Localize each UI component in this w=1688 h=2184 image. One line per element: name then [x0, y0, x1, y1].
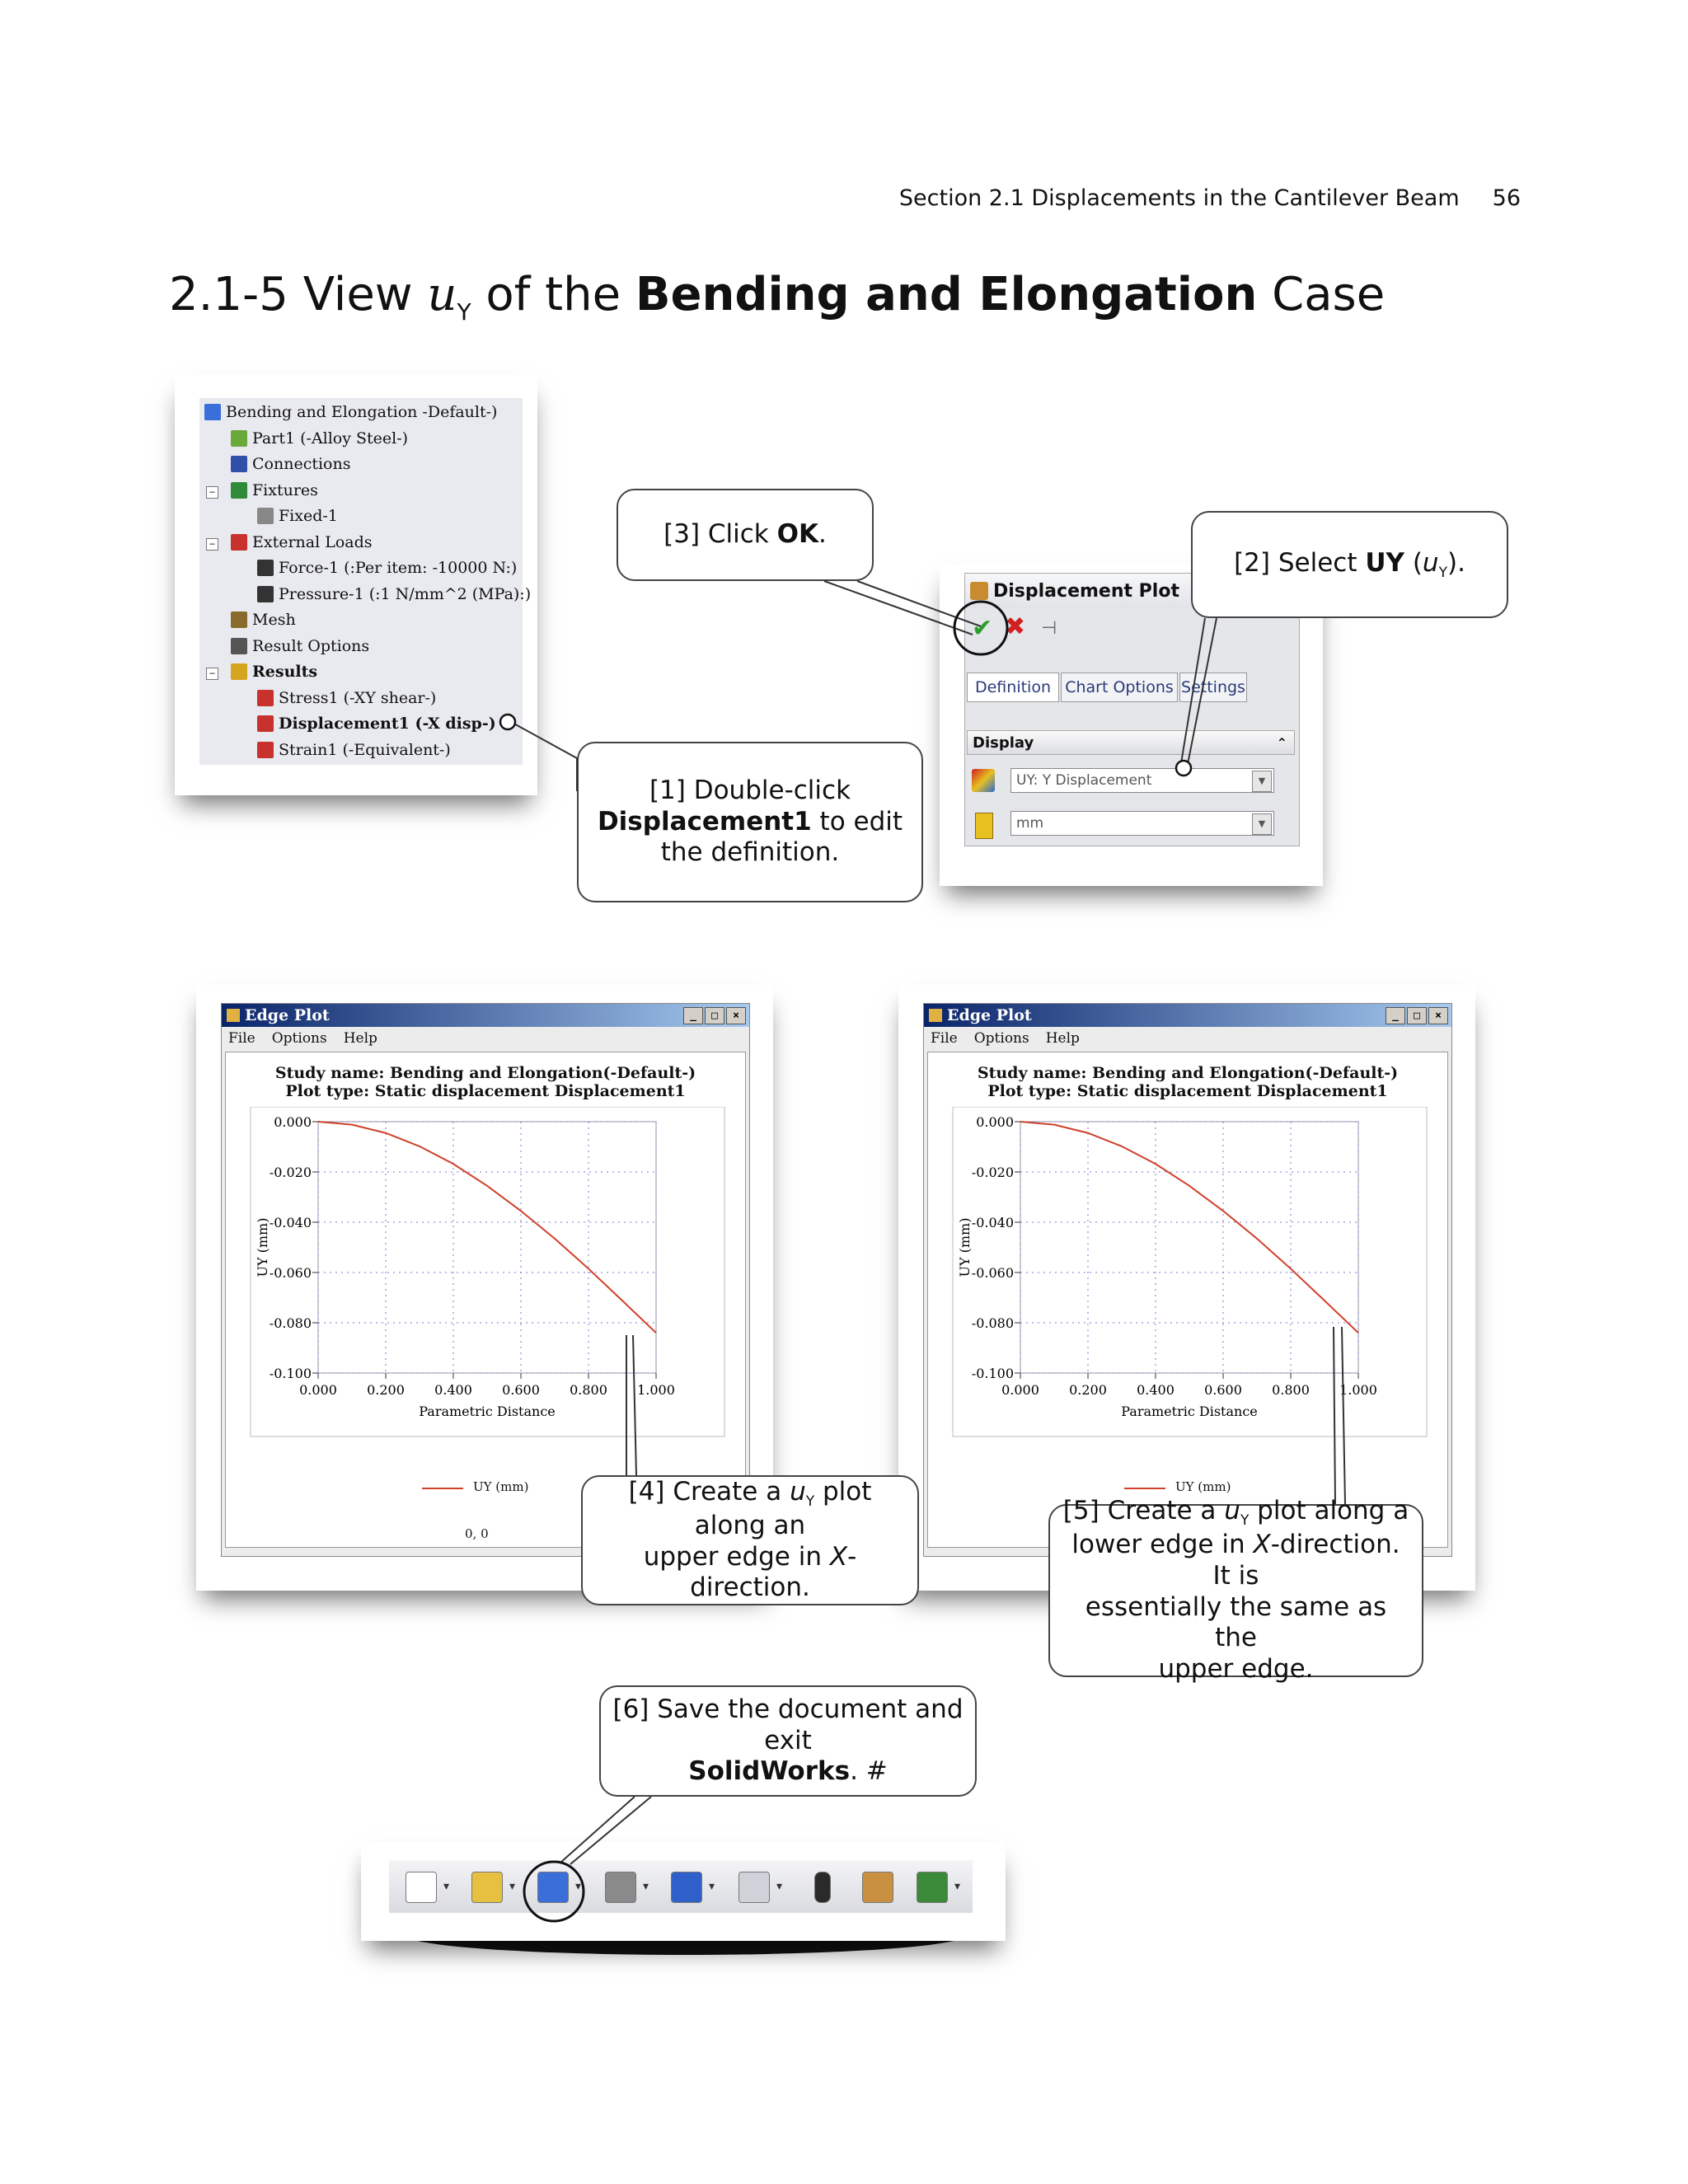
- leader-3b: [824, 581, 973, 635]
- c1-bold: Displacement1: [597, 806, 812, 837]
- title-bold: Bending and Elongation: [635, 268, 1258, 321]
- tree-item-label: Fixed-1: [279, 507, 338, 525]
- c1-post1: to edit: [811, 806, 903, 837]
- c4-xdir: X: [829, 1541, 848, 1572]
- tree-item-label: Mesh: [252, 611, 296, 629]
- c5-var: u: [1224, 1496, 1240, 1526]
- x-tick-label: 0.000: [299, 1382, 337, 1398]
- menu-help[interactable]: Help: [1045, 1030, 1080, 1047]
- collapse-toggle-icon[interactable]: −: [206, 538, 218, 551]
- c6-post: . #: [850, 1756, 888, 1787]
- c2-bold: UY: [1365, 547, 1404, 578]
- callout-3: [3] Click OK.: [617, 489, 874, 581]
- tree-item-label: Displacement1 (-X disp-): [279, 715, 496, 733]
- study-name: Study name: Bending and Elongation(-Default-): [977, 1064, 1399, 1082]
- display-section-label: Display: [973, 733, 1034, 752]
- displacement-marker: [500, 715, 515, 729]
- leader-6a: [560, 1797, 635, 1863]
- minimize-icon[interactable]: _: [1386, 1007, 1405, 1024]
- tab-definition[interactable]: Definition: [967, 673, 1059, 702]
- maximize-icon[interactable]: □: [1407, 1007, 1427, 1024]
- component-marker: [1176, 761, 1191, 776]
- tree-item-label: Stress1 (-XY shear-): [279, 688, 437, 707]
- x-tick-label: 0.200: [1069, 1382, 1107, 1398]
- title-mid: of the: [471, 268, 635, 321]
- y-tick-label: -0.100: [269, 1366, 312, 1381]
- x-tick-label: 0.400: [434, 1382, 472, 1398]
- y-tick-label: -0.080: [269, 1315, 312, 1331]
- y-tick-label: -0.100: [971, 1366, 1014, 1381]
- x-tick-label: 0.400: [1137, 1382, 1175, 1398]
- collapse-icon[interactable]: ⌃: [1276, 734, 1287, 751]
- title-sub: Y: [457, 298, 471, 326]
- callout-2: [2] Select UY $(u_Y)$.: [1191, 511, 1508, 618]
- tree-item-label: Force-1 (:Per item: -10000 N:): [279, 559, 518, 577]
- x-tick-label: 0.000: [1001, 1382, 1039, 1398]
- x-tick-label: 1.000: [1339, 1382, 1377, 1398]
- tree-item-label: Part1 (-Alloy Steel-): [252, 429, 409, 448]
- legend-label: UY (mm): [1175, 1479, 1231, 1494]
- y-tick-label: -0.020: [269, 1165, 312, 1180]
- window-title: Edge Plot: [947, 1006, 1032, 1024]
- dropdown-arrow-icon[interactable]: ▼: [1252, 813, 1272, 835]
- dropdown-arrow-icon[interactable]: ▾: [643, 1880, 649, 1893]
- y-tick-label: -0.040: [269, 1215, 312, 1230]
- close-icon[interactable]: ×: [1428, 1007, 1448, 1024]
- c6-line1: [6] Save the document and exit: [612, 1694, 964, 1755]
- tree-item-label: External Loads: [252, 532, 373, 551]
- leader-5b: [1342, 1327, 1345, 1504]
- page-number: 56: [1492, 185, 1521, 211]
- c5-pre: [5] Create a: [1062, 1496, 1225, 1526]
- y-tick-label: -0.020: [971, 1165, 1014, 1180]
- plot-type: Plot type: Static displacement Displacement1: [285, 1082, 686, 1100]
- x-tick-label: 0.800: [1272, 1382, 1310, 1398]
- y-tick-label: -0.060: [269, 1265, 312, 1281]
- c2-sub: Y: [1438, 564, 1447, 581]
- dropdown-arrow-icon[interactable]: ▼: [1252, 771, 1272, 792]
- tree-item-label: Bending and Elongation -Default-): [226, 403, 498, 421]
- pushpin-icon[interactable]: ⊣: [1041, 618, 1057, 639]
- window-title: Edge Plot: [245, 1006, 330, 1024]
- c3-pre: [3] Click: [663, 519, 777, 550]
- title-prefix: 2.1-5 View: [169, 268, 428, 321]
- tree-item-label: Connections: [252, 455, 351, 473]
- leader-3a: [857, 581, 981, 626]
- dropdown-arrow-icon[interactable]: ▾: [709, 1880, 715, 1893]
- tab-chart-options[interactable]: Chart Options: [1061, 673, 1178, 702]
- y-tick-label: 0.000: [976, 1114, 1014, 1130]
- c5-line3: essentially the same as the: [1085, 1591, 1387, 1653]
- x-tick-label: 0.600: [502, 1382, 540, 1398]
- c4-sub: Y: [805, 1493, 815, 1511]
- leader-6b: [570, 1797, 651, 1864]
- dropdown-arrow-icon[interactable]: ▾: [509, 1880, 516, 1893]
- ok-check-icon[interactable]: ✔: [972, 614, 993, 643]
- maximize-icon[interactable]: □: [705, 1007, 724, 1024]
- collapse-toggle-icon[interactable]: −: [206, 668, 218, 680]
- leader-1: [511, 722, 577, 791]
- c4-pre: [4] Create a: [628, 1476, 790, 1507]
- collapse-toggle-icon[interactable]: −: [206, 486, 218, 499]
- c5-xdir: X: [1253, 1529, 1271, 1559]
- c5-post1: plot along a: [1249, 1496, 1409, 1526]
- c5-line2b: -direction. It is: [1212, 1529, 1400, 1591]
- tree-item-label: Results: [252, 663, 318, 681]
- header-section: Section 2.1 Displacements in the Cantilever Beam: [898, 185, 1460, 211]
- x-tick-label: 0.200: [367, 1382, 405, 1398]
- c4-var: u: [790, 1476, 806, 1507]
- menu-help[interactable]: Help: [343, 1030, 377, 1047]
- y-axis-label: UY (mm): [957, 1217, 973, 1277]
- tab-settings[interactable]: Settings: [1179, 673, 1247, 702]
- tree-item-label: Fixtures: [252, 480, 318, 499]
- coords-readout: 0, 0: [465, 1526, 489, 1541]
- title-suffix: Case: [1257, 268, 1386, 321]
- x-axis-label: Parametric Distance: [419, 1404, 556, 1419]
- cancel-x-icon[interactable]: ✖: [1005, 612, 1026, 641]
- leader-4b: [633, 1335, 636, 1475]
- c5-line4: upper edge.: [1158, 1654, 1314, 1685]
- save-highlight-circle: [524, 1862, 584, 1921]
- ok-highlight-circle: [954, 602, 1007, 654]
- y-tick-label: 0.000: [274, 1114, 312, 1130]
- study-name: Study name: Bending and Elongation(-Default-): [274, 1064, 696, 1082]
- menu-options[interactable]: Options: [271, 1030, 327, 1047]
- tree-item-label: Pressure-1 (:1 N/mm^2 (MPa):): [279, 584, 532, 603]
- x-tick-label: 1.000: [637, 1382, 675, 1398]
- leader-5a: [1334, 1327, 1335, 1504]
- menu-file[interactable]: File: [931, 1030, 958, 1047]
- panel-title: Displacement Plot: [993, 580, 1179, 602]
- menu-options[interactable]: Options: [973, 1030, 1029, 1047]
- c3-bold: OK: [776, 519, 818, 550]
- c1-post2: the definition.: [660, 837, 840, 868]
- tree-item-label: Strain1 (-Equivalent-): [279, 740, 451, 759]
- y-tick-label: -0.060: [971, 1265, 1014, 1281]
- dropdown-arrow-icon[interactable]: ▾: [776, 1880, 783, 1893]
- minimize-icon[interactable]: _: [683, 1007, 703, 1024]
- tree-item-label: Result Options: [252, 636, 370, 655]
- x-tick-label: 0.800: [570, 1382, 607, 1398]
- c1-pre: [1] Double-click: [649, 775, 851, 805]
- dropdown-arrow-icon[interactable]: ▾: [443, 1880, 450, 1893]
- c5-sub: Y: [1240, 1512, 1250, 1530]
- menu-file[interactable]: File: [228, 1030, 256, 1047]
- legend-label: UY (mm): [473, 1479, 529, 1494]
- c5-line2a: lower edge in: [1071, 1529, 1254, 1559]
- y-axis-label: UY (mm): [255, 1217, 270, 1277]
- y-tick-label: -0.040: [971, 1215, 1014, 1230]
- c2-var: u: [1422, 547, 1439, 578]
- component-value: UY: Y Displacement: [1016, 772, 1152, 789]
- title-var: u: [427, 268, 457, 321]
- y-tick-label: -0.080: [971, 1315, 1014, 1331]
- c4-post3: -direction.: [690, 1541, 857, 1603]
- x-axis-label: Parametric Distance: [1121, 1404, 1258, 1419]
- c6-bold: SolidWorks: [688, 1756, 851, 1787]
- plot-type: Plot type: Static displacement Displacement1: [987, 1082, 1388, 1100]
- c4-post1: plot along an: [694, 1476, 872, 1540]
- units-value: mm: [1016, 815, 1044, 832]
- dropdown-arrow-icon[interactable]: ▾: [575, 1880, 582, 1893]
- c4-post2: upper edge in: [643, 1541, 830, 1572]
- x-tick-label: 0.600: [1204, 1382, 1242, 1398]
- close-icon[interactable]: ×: [726, 1007, 746, 1024]
- dropdown-arrow-icon[interactable]: ▾: [954, 1880, 961, 1893]
- c2-pre: [2] Select: [1234, 547, 1366, 578]
